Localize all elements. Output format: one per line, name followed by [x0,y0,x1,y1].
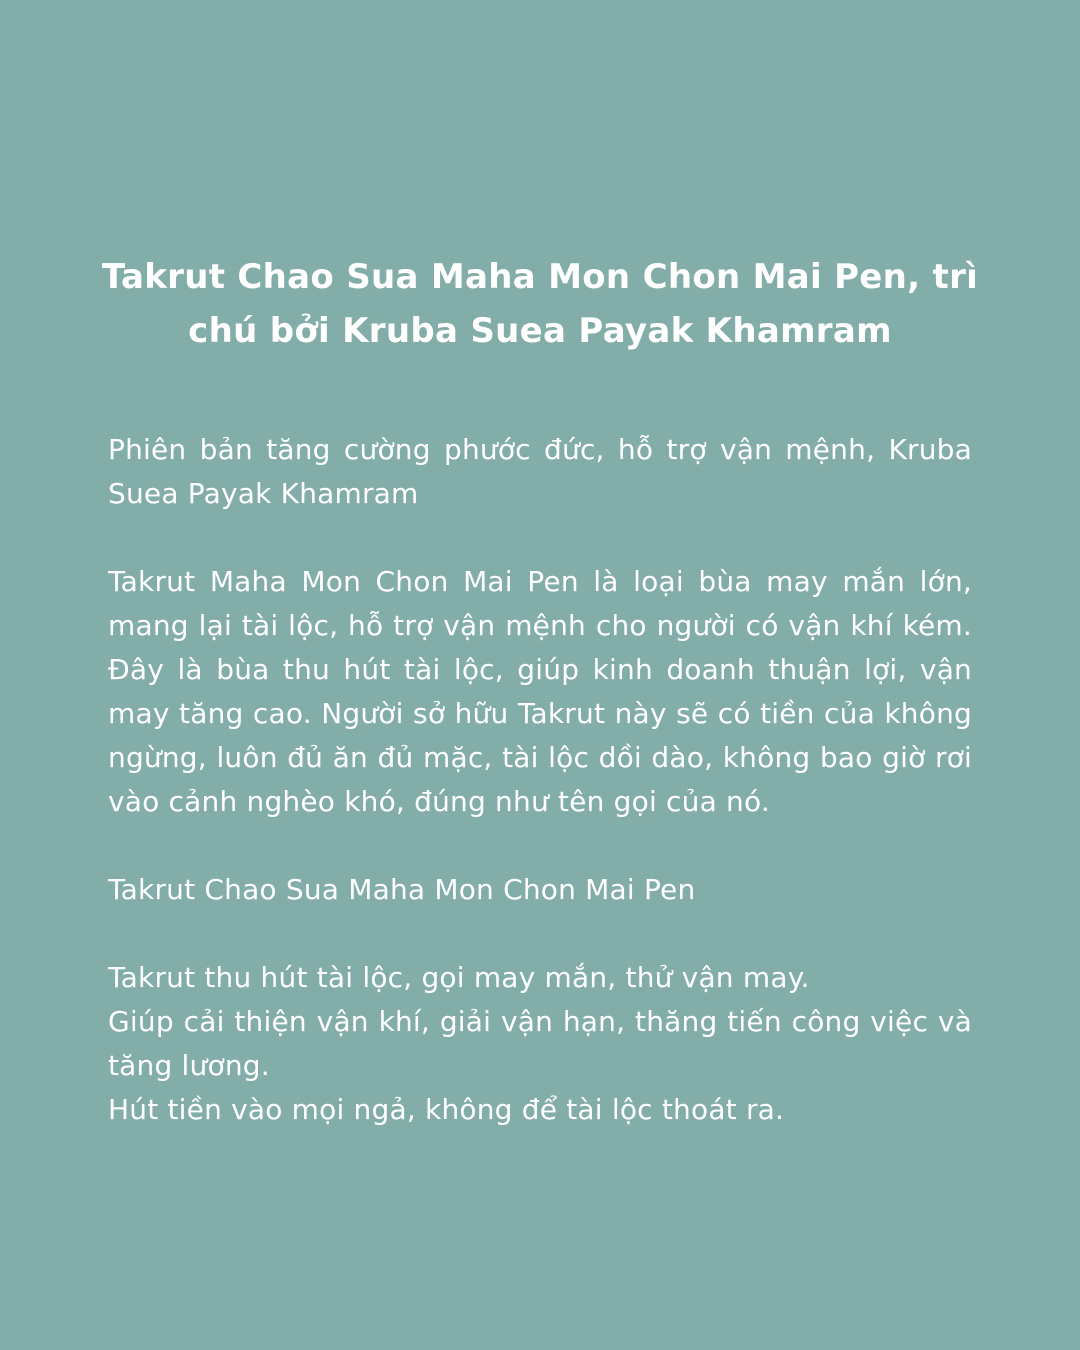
paragraph-spacer [108,516,972,560]
paragraph-spacer [108,912,972,956]
paragraph-spacer [108,824,972,868]
product-name: Takrut Chao Sua Maha Mon Chon Mai Pen [108,873,696,906]
benefit-line: Hút tiền vào mọi ngả, không để tài lộc thoát ra. [108,1093,785,1126]
body-text [108,428,972,1132]
description-paragraph: Takrut Maha Mon Chon Mai Pen là loại bùa may mắn lớn, mang lại tài lộc, hỗ trợ vận mệnh cho người có vận khí kém. Đây là bùa thu hút tài lộc, giúp kinh doanh thuận lợi, vận may tăng cao. Người sở hữu Takrut này sẽ có tiền của không ngừng, luôn đủ ăn đủ mặc, tài lộc dồi dào, không bao giờ rơi vào cảnh nghèo khó, đúng như tên gọi của nó. [108,565,972,818]
benefit-line: Giúp cải thiện vận khí, giải vận hạn, thăng tiến công việc và tăng lương. [108,1005,972,1082]
intro-paragraph: Phiên bản tăng cường phước đức, hỗ trợ vận mệnh, Kruba Suea Payak Khamram [108,433,972,510]
benefit-line: Takrut thu hút tài lộc, gọi may mắn, thử vận may. [108,961,810,994]
page-title: Takrut Chao Sua Maha Mon Chon Mai Pen, trì chú bởi Kruba Suea Payak Khamram [101,257,979,351]
